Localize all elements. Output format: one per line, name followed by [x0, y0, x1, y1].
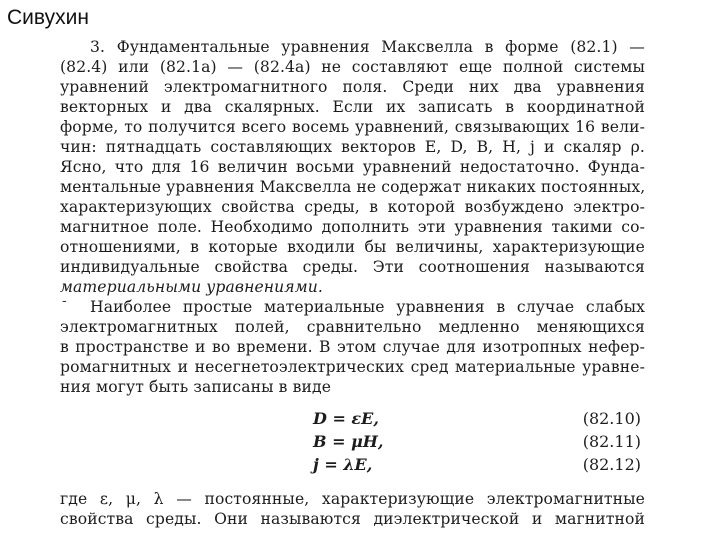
equation-formula: D = εE, — [313, 409, 379, 428]
slide-header: Сивухин — [7, 6, 89, 29]
text-line: Наиболее простые материальные уравнения в случае слабых — [90, 298, 645, 316]
text-line: (82.4) или (82.1а) — (82.4а) не составляют еще полной системы — [60, 58, 645, 76]
margin-mark: - — [62, 293, 67, 309]
text-line: ментальные уравнения Максвелла не содержат никаких постоянных, — [60, 178, 646, 196]
text-line: индивидуальные свойства среды. Эти соотношения называются — [60, 258, 645, 276]
equation-number: (82.12) — [582, 455, 641, 474]
text-line: векторных и два скалярных. Если их записать в координатной — [60, 98, 645, 116]
text-line: уравнений электромагнитного поля. Среди них два уравнения — [60, 78, 645, 96]
text-line: Ясно, что для 16 величин восьми уравнений недостаточно. Фунда- — [60, 158, 645, 176]
text-line: характеризующих свойства среды, в которой возбуждено электро- — [60, 198, 645, 216]
text-line: магнитное поле. Необходимо дополнить эти уравнения такими со- — [60, 218, 645, 236]
text-line: где ε, μ, λ — постоянные, характеризующие электромагнитные — [60, 490, 645, 508]
equation-formula: j = λE, — [313, 455, 373, 474]
equation-number: (82.11) — [582, 432, 641, 451]
equation-number: (82.10) — [582, 409, 641, 428]
text-line: ромагнитных и несегнетоэлектрических сред материальные уравне- — [60, 358, 645, 376]
text-line: отношениями, в которые входили бы величины, характеризующие — [60, 238, 645, 256]
text-line: форме, то получится всего восемь уравнений, связывающих 16 вели- — [60, 118, 645, 136]
text-line: 3. Фундаментальные уравнения Максвелла в форме (82.1) — — [90, 38, 645, 56]
text-line: ния могут быть записаны в виде — [60, 378, 332, 396]
text-line: чин: пятнадцать составляющих векторов E, D, B, H, j и скаляр ρ. — [60, 138, 645, 156]
equation-formula: B = μH, — [313, 432, 384, 451]
text-line: электромагнитных полей, сравнительно медленно меняющихся — [60, 318, 645, 336]
text-line: в пространстве и во времени. В этом случае для изотропных нефер- — [60, 338, 645, 356]
text-line: свойства среды. Они называются диэлектрической и магнитной — [60, 510, 645, 528]
text-line-term: материальными уравнениями. — [60, 278, 323, 296]
